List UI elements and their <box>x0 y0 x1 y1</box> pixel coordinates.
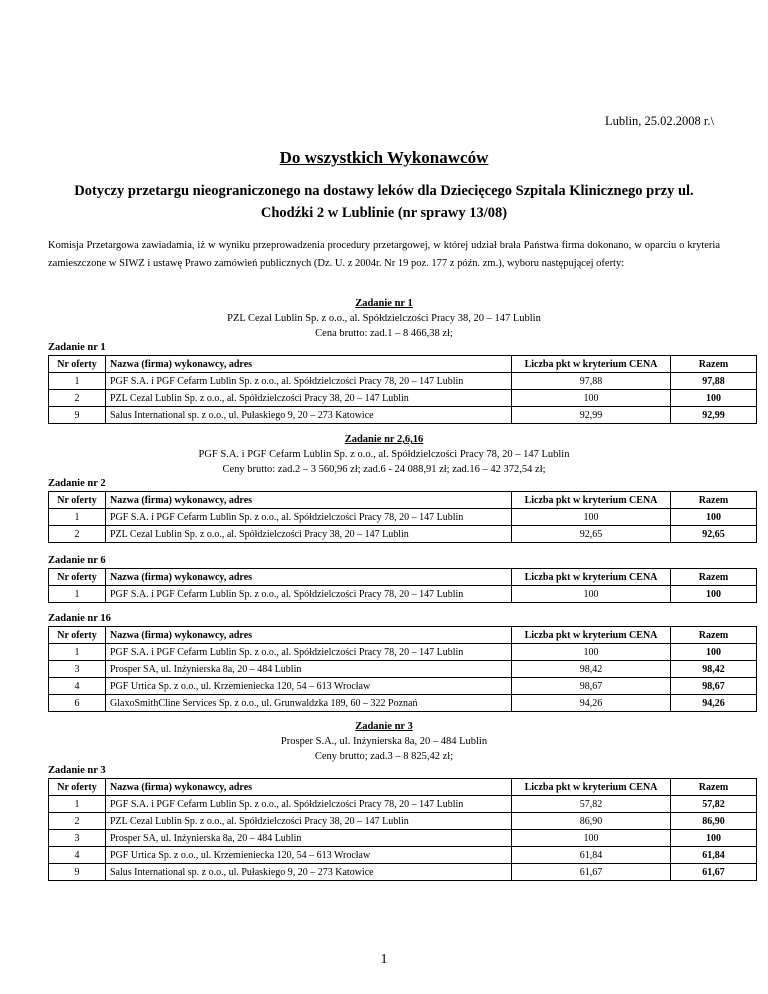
header-name: Nazwa (firma) wykonawcy, adres <box>106 492 512 509</box>
cell-name: PGF S.A. i PGF Cefarm Lublin Sp. z o.o., al. Spółdzielczości Pracy 78, 20 – 147 Lublin <box>106 373 512 390</box>
cell-points: 97,88 <box>512 373 671 390</box>
cell-points: 61,84 <box>512 847 671 864</box>
cell-name: PZL Cezal Lublin Sp. z o.o., al. Spółdzielczości Pracy 38, 20 – 147 Lublin <box>106 526 512 543</box>
winner-block <box>48 432 720 477</box>
cell-nr: 1 <box>49 796 106 813</box>
cell-total: 61,67 <box>671 864 757 881</box>
table-row <box>49 586 757 603</box>
results-table <box>48 568 757 603</box>
cell-total: 98,67 <box>671 678 757 695</box>
winner-title: Zadanie nr 3 <box>355 721 413 732</box>
cell-name: PZL Cezal Lublin Sp. z o.o., al. Spółdzielczości Pracy 38, 20 – 147 Lublin <box>106 390 512 407</box>
cell-total: 86,90 <box>671 813 757 830</box>
cell-total: 57,82 <box>671 796 757 813</box>
cell-points: 94,26 <box>512 695 671 712</box>
cell-name: Prosper SA, ul. Inżynierska 8a, 20 – 484 Lublin <box>106 830 512 847</box>
cell-total: 100 <box>671 390 757 407</box>
header-nr: Nr oferty <box>49 569 106 586</box>
cell-nr: 2 <box>49 526 106 543</box>
cell-points: 100 <box>512 586 671 603</box>
cell-points: 92,65 <box>512 526 671 543</box>
cell-nr: 3 <box>49 661 106 678</box>
header-points: Liczba pkt w kryterium CENA <box>512 569 671 586</box>
cell-name: PGF S.A. i PGF Cefarm Lublin Sp. z o.o., al. Spółdzielczości Pracy 78, 20 – 147 Lublin <box>106 644 512 661</box>
header-name: Nazwa (firma) wykonawcy, adres <box>106 627 512 644</box>
cell-nr: 1 <box>49 509 106 526</box>
winner-block <box>48 719 720 764</box>
cell-name: Salus International sp. z o.o., ul. Pułaskiego 9, 20 – 273 Katowice <box>106 407 512 424</box>
cell-points: 100 <box>512 644 671 661</box>
cell-nr: 2 <box>49 390 106 407</box>
table-row <box>49 526 757 543</box>
cell-points: 98,42 <box>512 661 671 678</box>
winner-title: Zadanie nr 2,6,16 <box>344 434 424 445</box>
cell-nr: 1 <box>49 373 106 390</box>
winner-price: Cena brutto: zad.1 – 8 466,38 zł; <box>315 328 453 339</box>
table-row <box>49 373 757 390</box>
cell-total: 92,99 <box>671 407 757 424</box>
table-row <box>49 390 757 407</box>
cell-nr: 3 <box>49 830 106 847</box>
table-row <box>49 830 757 847</box>
cell-nr: 4 <box>49 847 106 864</box>
cell-points: 86,90 <box>512 813 671 830</box>
cell-name: PGF Urtica Sp. z o.o., ul. Krzemieniecka 120, 54 – 613 Wrocław <box>106 678 512 695</box>
header-nr: Nr oferty <box>49 492 106 509</box>
results-table <box>48 355 757 424</box>
header-nr: Nr oferty <box>49 779 106 796</box>
winner-price: Ceny brutto; zad.3 – 8 825,42 zł; <box>314 751 454 762</box>
cell-nr: 2 <box>49 813 106 830</box>
cell-name: GlaxoSmithCline Services Sp. z o.o., ul. Grunwaldzka 189, 60 – 322 Poznań <box>106 695 512 712</box>
header-total: Razem <box>671 356 757 373</box>
task-label: Zadanie nr 6 <box>48 555 106 566</box>
cell-nr: 9 <box>49 407 106 424</box>
table-header-row <box>49 779 757 796</box>
cell-points: 100 <box>512 390 671 407</box>
winner-company: PZL Cezal Lublin Sp. z o.o., al. Spółdzielczości Pracy 38, 20 – 147 Lublin <box>227 313 541 324</box>
table-header-row <box>49 627 757 644</box>
cell-total: 100 <box>671 509 757 526</box>
header-total: Razem <box>671 779 757 796</box>
cell-total: 100 <box>671 644 757 661</box>
table-header-row <box>49 569 757 586</box>
header-name: Nazwa (firma) wykonawcy, adres <box>106 356 512 373</box>
header-nr: Nr oferty <box>49 627 106 644</box>
table-header-row <box>49 356 757 373</box>
cell-name: PGF S.A. i PGF Cefarm Lublin Sp. z o.o., al. Spółdzielczości Pracy 78, 20 – 147 Lublin <box>106 586 512 603</box>
table-row <box>49 695 757 712</box>
header-points: Liczba pkt w kryterium CENA <box>512 627 671 644</box>
cell-total: 61,84 <box>671 847 757 864</box>
task-label: Zadanie nr 3 <box>48 765 106 776</box>
table-row <box>49 847 757 864</box>
cell-total: 97,88 <box>671 373 757 390</box>
document-heading: Do wszystkich Wykonawców <box>279 148 489 167</box>
document-date: Lublin, 25.02.2008 r.\ <box>604 114 714 128</box>
task-label: Zadanie nr 1 <box>48 342 106 353</box>
header-points: Liczba pkt w kryterium CENA <box>512 779 671 796</box>
header-points: Liczba pkt w kryterium CENA <box>512 492 671 509</box>
intro-paragraph: Komisja Przetargowa zawiadamia, iż w wyniku przeprowadzenia procedury przetargowej, w której udział brała Państwa firma dokonano, w oparciu o kryteria zamieszczone w SIWZ i ustawę Prawo zamówień publicznych (Dz. U. z 2004r. Nr 19 poz. 177 z późn. zm.), wyboru następującej oferty: <box>48 240 720 269</box>
task-label: Zadanie nr 2 <box>48 478 106 489</box>
cell-nr: 9 <box>49 864 106 881</box>
page-number: 1 <box>380 952 388 967</box>
document-subject: Dotyczy przetargu nieograniczonego na dostawy leków dla Dziecięcego Szpitala Klinicznego przy ul. Chodźki 2 w Lublinie (nr sprawy 13/08) <box>74 183 694 221</box>
winner-price: Ceny brutto: zad.2 – 3 560,96 zł; zad.6 - 24 088,91 zł; zad.16 – 42 372,54 zł; <box>222 464 546 475</box>
header-total: Razem <box>671 569 757 586</box>
cell-points: 57,82 <box>512 796 671 813</box>
winner-title: Zadanie nr 1 <box>355 298 413 309</box>
task-label: Zadanie nr 16 <box>48 613 111 624</box>
cell-points: 100 <box>512 830 671 847</box>
table-row <box>49 644 757 661</box>
winner-company: Prosper S.A., ul. Inżynierska 8a, 20 – 484 Lublin <box>280 736 488 747</box>
table-row <box>49 796 757 813</box>
cell-name: Prosper SA, ul. Inżynierska 8a, 20 – 484 Lublin <box>106 661 512 678</box>
header-total: Razem <box>671 627 757 644</box>
cell-points: 92,99 <box>512 407 671 424</box>
results-table <box>48 491 757 543</box>
header-points: Liczba pkt w kryterium CENA <box>512 356 671 373</box>
table-row <box>49 407 757 424</box>
table-row <box>49 864 757 881</box>
header-name: Nazwa (firma) wykonawcy, adres <box>106 779 512 796</box>
cell-total: 100 <box>671 830 757 847</box>
cell-name: PGF Urtica Sp. z o.o., ul. Krzemieniecka 120, 54 – 613 Wrocław <box>106 847 512 864</box>
header-total: Razem <box>671 492 757 509</box>
cell-nr: 6 <box>49 695 106 712</box>
cell-points: 98,67 <box>512 678 671 695</box>
cell-nr: 1 <box>49 586 106 603</box>
cell-points: 61,67 <box>512 864 671 881</box>
cell-total: 92,65 <box>671 526 757 543</box>
results-table <box>48 778 757 881</box>
cell-name: Salus International sp. z o.o., ul. Pułaskiego 9, 20 – 273 Katowice <box>106 864 512 881</box>
cell-nr: 1 <box>49 644 106 661</box>
table-row <box>49 678 757 695</box>
cell-total: 98,42 <box>671 661 757 678</box>
table-row <box>49 661 757 678</box>
table-row <box>49 813 757 830</box>
cell-points: 100 <box>512 509 671 526</box>
cell-name: PGF S.A. i PGF Cefarm Lublin Sp. z o.o., al. Spółdzielczości Pracy 78, 20 – 147 Lublin <box>106 796 512 813</box>
cell-name: PGF S.A. i PGF Cefarm Lublin Sp. z o.o., al. Spółdzielczości Pracy 78, 20 – 147 Lublin <box>106 509 512 526</box>
header-name: Nazwa (firma) wykonawcy, adres <box>106 569 512 586</box>
table-header-row <box>49 492 757 509</box>
cell-name: PZL Cezal Lublin Sp. z o.o., al. Spółdzielczości Pracy 38, 20 – 147 Lublin <box>106 813 512 830</box>
winner-company: PGF S.A. i PGF Cefarm Lublin Sp. z o.o., al. Spółdzielczości Pracy 78, 20 – 147 Lublin <box>198 449 570 460</box>
header-nr: Nr oferty <box>49 356 106 373</box>
cell-nr: 4 <box>49 678 106 695</box>
results-table <box>48 626 757 712</box>
cell-total: 100 <box>671 586 757 603</box>
cell-total: 94,26 <box>671 695 757 712</box>
winner-block <box>48 296 720 341</box>
table-row <box>49 509 757 526</box>
